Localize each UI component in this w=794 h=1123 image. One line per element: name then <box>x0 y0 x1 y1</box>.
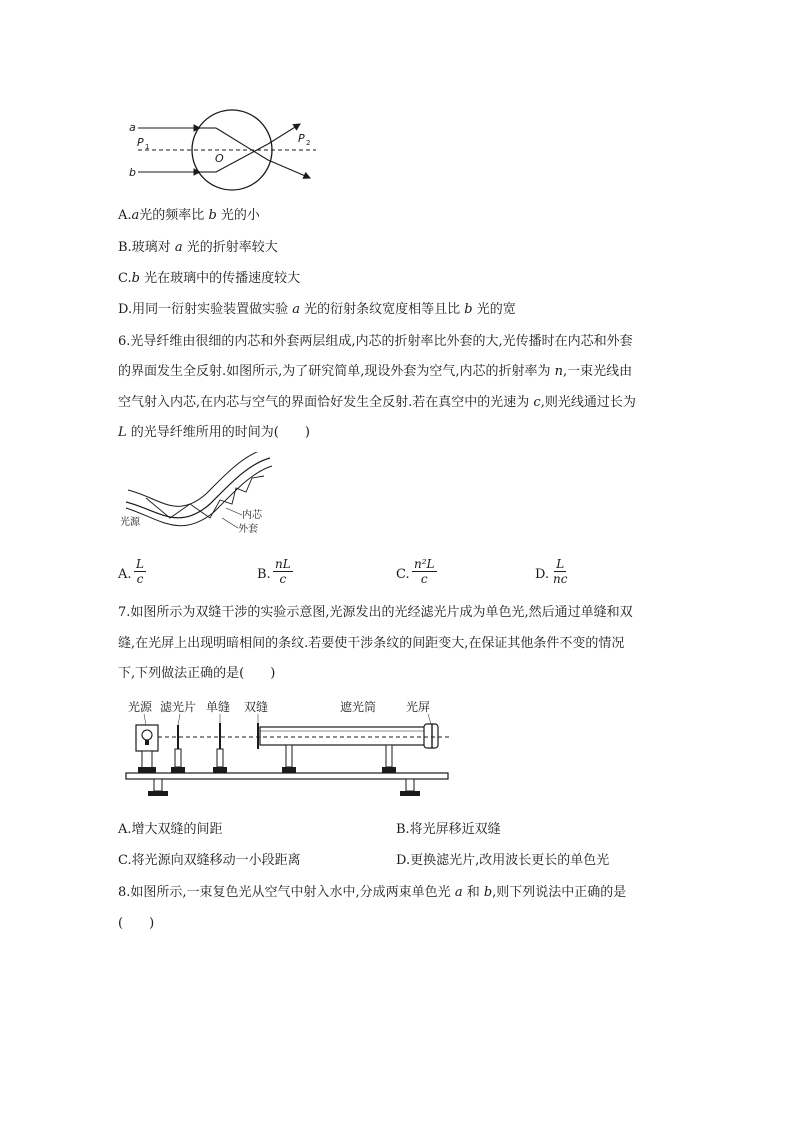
ray-a-out <box>268 160 310 178</box>
label-p2-sub: 2 <box>306 139 311 147</box>
numerator: L <box>136 557 144 571</box>
var-b: b <box>483 885 493 900</box>
var-b: b <box>131 271 140 286</box>
q6-stem-line3 <box>118 395 636 411</box>
var-n: n <box>554 364 564 379</box>
q6-option-b-fraction <box>273 557 293 586</box>
option-text: 光在玻璃中的传播速度较大 <box>139 271 301 286</box>
q7-double-slit-figure <box>118 697 458 805</box>
stem-text: 的界面发生全反射.如图所示,为了研究简单,现设外套为空气,内芯的折射率为 <box>118 364 555 379</box>
label-double-slit: 双缝 <box>244 700 269 714</box>
lamp-stand-base <box>138 767 156 773</box>
label-tube: 遮光筒 <box>340 700 377 714</box>
stem-text: ,则下列说法中正确的是 <box>492 885 627 900</box>
filter-base <box>171 767 185 773</box>
q5-option-b <box>118 240 278 256</box>
var-a: a <box>131 208 140 223</box>
option-prefix: C. <box>118 271 132 286</box>
screen-holder <box>424 724 438 748</box>
stem-text: 8.如图所示,一束复色光从空气中射入水中,分成两束单色光 <box>118 885 455 900</box>
option-text: 光的衍射条纹宽度相等且比 <box>300 302 465 317</box>
q7-option-c: C.将光源向双缝移动一小段距离 <box>118 853 301 868</box>
leader-screen <box>428 714 431 724</box>
label-screen: 光屏 <box>406 700 431 714</box>
option-text: 光的宽 <box>472 302 516 317</box>
bench-foot-right <box>400 791 420 796</box>
q6-option-d-label: D. <box>535 567 550 582</box>
option-prefix: B.玻璃对 <box>118 240 175 255</box>
q5-option-a <box>118 208 260 224</box>
denominator: c <box>279 572 287 586</box>
label-p2: P <box>298 132 305 145</box>
q6-stem-line4 <box>118 425 310 441</box>
q5-option-c <box>118 271 300 287</box>
single-slit-post <box>217 749 223 767</box>
q6-option-d-fraction <box>551 557 569 586</box>
q7-stem-line1: 7.如图所示为双缝干涉的实验示意图,光源发出的光经滤光片成为单色光,然后通过单缝和双 <box>118 605 633 620</box>
core-label: 内芯 <box>242 510 262 521</box>
q6-stem-line2 <box>118 364 632 380</box>
leader-cladding <box>222 518 238 528</box>
var-c: c <box>533 395 541 410</box>
bench-foot-left <box>148 791 168 796</box>
numerator: n²L <box>414 557 435 571</box>
var-a: a <box>292 302 300 317</box>
denominator: c <box>420 572 428 586</box>
var-b: b <box>464 302 473 317</box>
stem-text: ,一束光线由 <box>563 364 633 379</box>
q7-option-d: D.更换滤光片,改用波长更长的单色光 <box>396 853 610 868</box>
leader-lamp <box>144 714 146 725</box>
bulb-icon <box>142 730 152 740</box>
tube-support-right-base <box>382 767 396 773</box>
cladding-label: 外套 <box>238 524 258 535</box>
denominator: nc <box>553 572 568 586</box>
option-text: 光的小 <box>216 208 260 223</box>
q7-option-a: A.增大双缝的间距 <box>118 822 223 837</box>
q7-option-b: B.将光屏移近双缝 <box>396 822 501 837</box>
stem-text: 空气射入内芯,在内芯与空气的界面恰好发生全反射.若在真空中的光速为 <box>118 395 534 410</box>
bulb-base <box>145 740 149 745</box>
leader-core <box>226 508 242 515</box>
q6-optical-fiber-figure <box>118 452 283 542</box>
ray-b-inside <box>216 144 268 172</box>
filter-post <box>175 749 181 767</box>
q6-option-b-label: B. <box>257 567 271 582</box>
option-text: 光的频率比 <box>139 208 209 223</box>
numerator: nL <box>275 557 291 571</box>
q6-option-a-fraction <box>134 557 146 586</box>
var-a: a <box>174 240 183 255</box>
tube <box>260 727 428 745</box>
option-prefix: D.用同一衍射实验装置做实验 <box>118 302 293 317</box>
ray-a-inside <box>216 128 268 160</box>
label-p1: P <box>137 136 144 149</box>
bench-leg-right <box>406 779 414 791</box>
tube-support-left-base <box>282 767 296 773</box>
stem-text: 的光导纤维所用的时间为( ) <box>126 425 310 440</box>
label-a: a <box>129 121 136 134</box>
label-filter: 滤光片 <box>160 700 197 714</box>
label-o: O <box>215 152 224 165</box>
q5-option-d <box>118 302 516 318</box>
label-single-slit: 单缝 <box>206 700 231 714</box>
q6-option-a-label: A. <box>118 567 132 582</box>
q8-stem-line2: ( ) <box>118 916 155 931</box>
single-slit-base <box>213 767 227 773</box>
option-prefix: A. <box>118 208 132 223</box>
q8-stem-line1 <box>118 885 626 901</box>
fiber-inner-bottom <box>128 452 268 506</box>
denominator: c <box>136 572 144 586</box>
numerator: L <box>556 557 565 571</box>
option-text: 光的折射率较大 <box>182 240 278 255</box>
tube-support-left <box>286 745 292 767</box>
var-a: a <box>454 885 463 900</box>
var-l: L <box>118 425 127 440</box>
fiber-outer-top <box>126 458 270 518</box>
leader-filter <box>178 714 180 725</box>
stem-text: ,则光线通过长为 <box>540 395 636 410</box>
q6-option-c-label: C. <box>396 567 410 582</box>
q7-stem-line3: 下,下列做法正确的是( ) <box>118 666 276 681</box>
q6-option-c-fraction <box>412 557 437 586</box>
optical-bench <box>126 773 448 779</box>
q5-prism-figure <box>120 108 335 193</box>
source-label: 光源 <box>120 517 140 528</box>
bench-leg-left <box>154 779 162 791</box>
label-p1-sub: 1 <box>145 143 150 151</box>
label-b: b <box>129 166 136 179</box>
tube-support-right <box>386 745 392 767</box>
ray-b-out <box>268 124 300 144</box>
stem-text: 和 <box>462 885 484 900</box>
var-b: b <box>208 208 217 223</box>
q6-stem-line1: 6.光导纤维由很细的内芯和外套两层组成,内芯的折射率比外套的大,光传播时在内芯和外套 <box>118 334 633 349</box>
label-light-source: 光源 <box>128 700 153 714</box>
q7-stem-line2: 缝,在光屏上出现明暗相间的条纹.若要使干涉条纹的间距变大,在保证其他条件不变的情况 <box>118 636 625 651</box>
